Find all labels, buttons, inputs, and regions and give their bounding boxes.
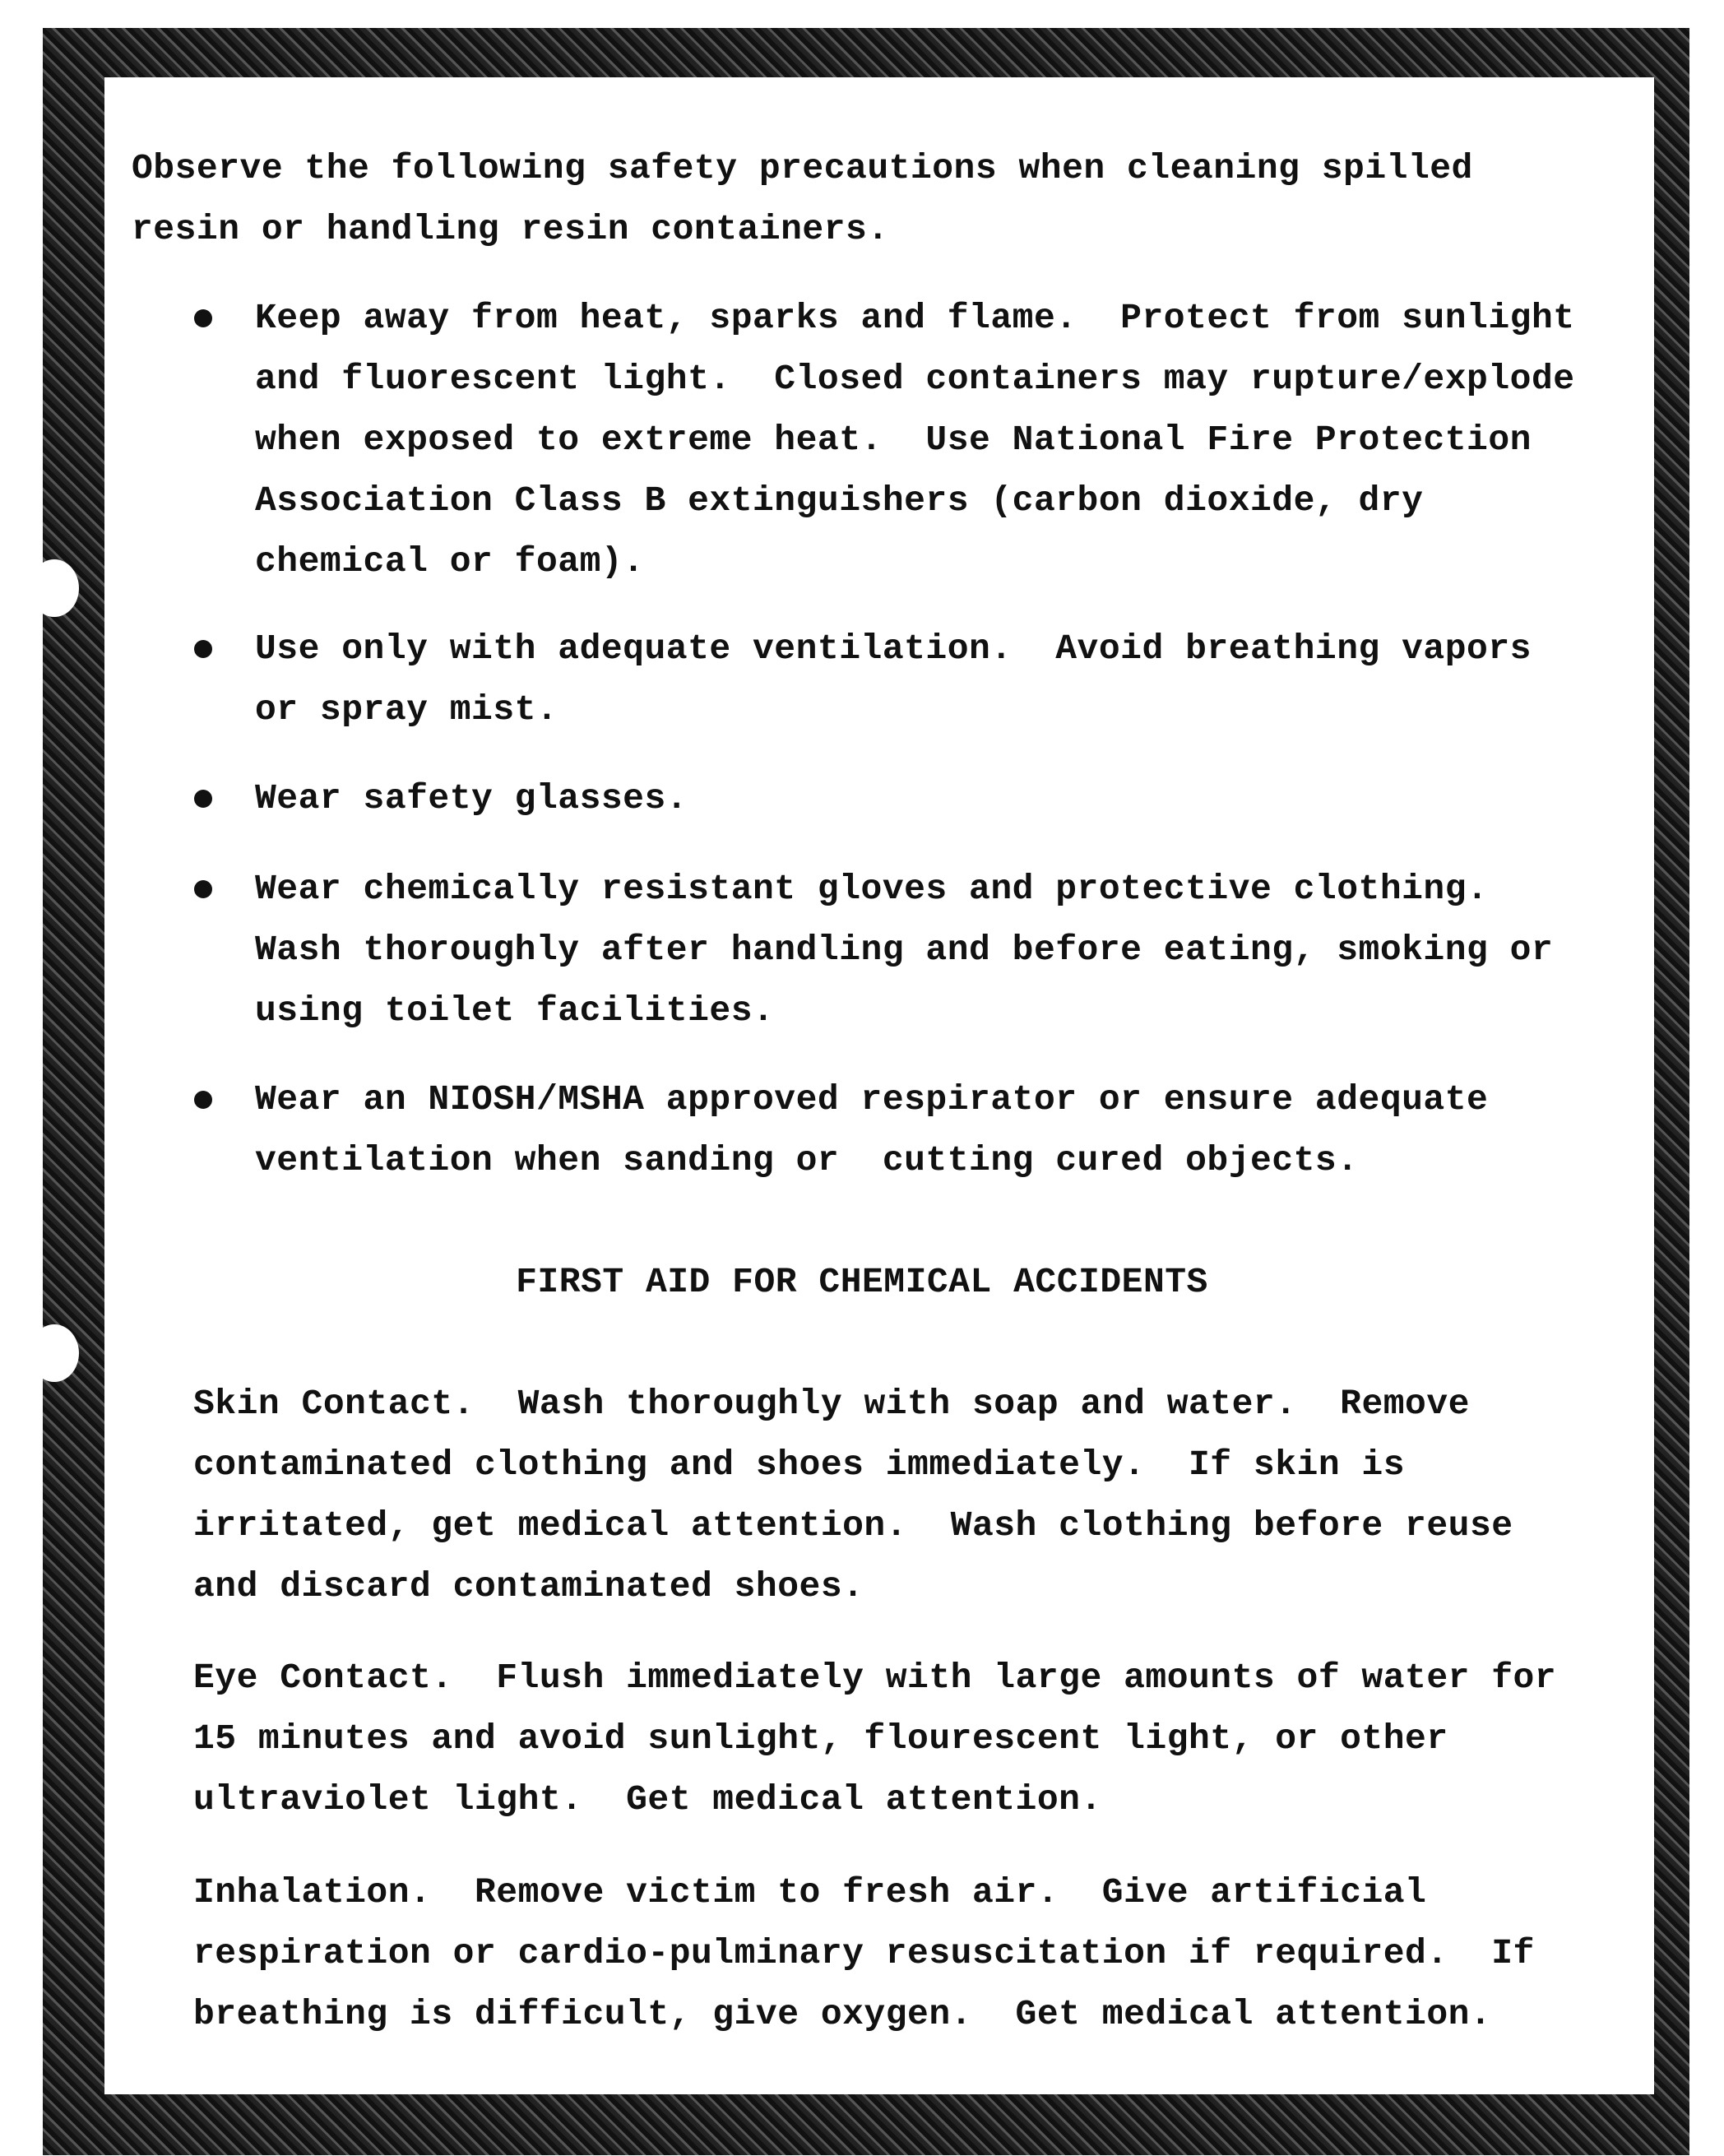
precaution-item: Use only with adequate ventilation. Avoid breathing vapors or spray mist. [255, 619, 1587, 740]
bullet-icon [194, 309, 212, 327]
punch-hole [30, 559, 79, 617]
bullet-icon [194, 1091, 212, 1109]
punch-hole [30, 1324, 79, 1382]
bullet-icon [194, 880, 212, 898]
section-label: Eye Contact. [193, 1658, 453, 1698]
bullet-icon [194, 640, 212, 658]
precaution-item: Wear chemically resistant gloves and protective clothing. Wash thoroughly after handling and before eating, smoking or using toilet facilities. [255, 859, 1587, 1041]
section-text: Wash thoroughly with soap and water. Remove contaminated clothing and shoes immediately. If skin is irritated, get medical attention. Wash clothing before reuse and discard contaminated shoes. [193, 1384, 1535, 1607]
section-text: Remove victim to fresh air. Give artificial respiration or cardio-pulminary resuscitation if required. If breathing is difficult, give oxygen. Get medical attention. [193, 1872, 1556, 2034]
first-aid-inhalation [193, 1862, 1592, 2045]
first-aid-heading: FIRST AID FOR CHEMICAL ACCIDENTS [0, 1252, 1724, 1313]
first-aid-eye [193, 1648, 1592, 1830]
section-label: Inhalation. [193, 1872, 431, 1913]
first-aid-skin [193, 1374, 1592, 1617]
precaution-item: Wear safety glasses. [255, 768, 1587, 829]
precaution-item: Wear an NIOSH/MSHA approved respirator or ensure adequate ventilation when sanding or cutting cured objects. [255, 1069, 1587, 1191]
precaution-item: Keep away from heat, sparks and flame. Protect from sunlight and fluorescent light. Closed containers may rupture/explode when exposed to extreme heat. Use National Fire Protection Association Class B extinguishers (carbon dioxide, dry chemical or foam). [255, 288, 1587, 592]
section-label: Skin Contact. [193, 1384, 475, 1424]
section-text: Flush immediately with large amounts of water for 15 minutes and avoid sunlight, flourescent light, or other ultraviolet light. Get medical attention. [193, 1658, 1578, 1820]
bullet-icon [194, 790, 212, 808]
intro-paragraph: Observe the following safety precautions when cleaning spilled resin or handling resin containers. [132, 138, 1596, 260]
